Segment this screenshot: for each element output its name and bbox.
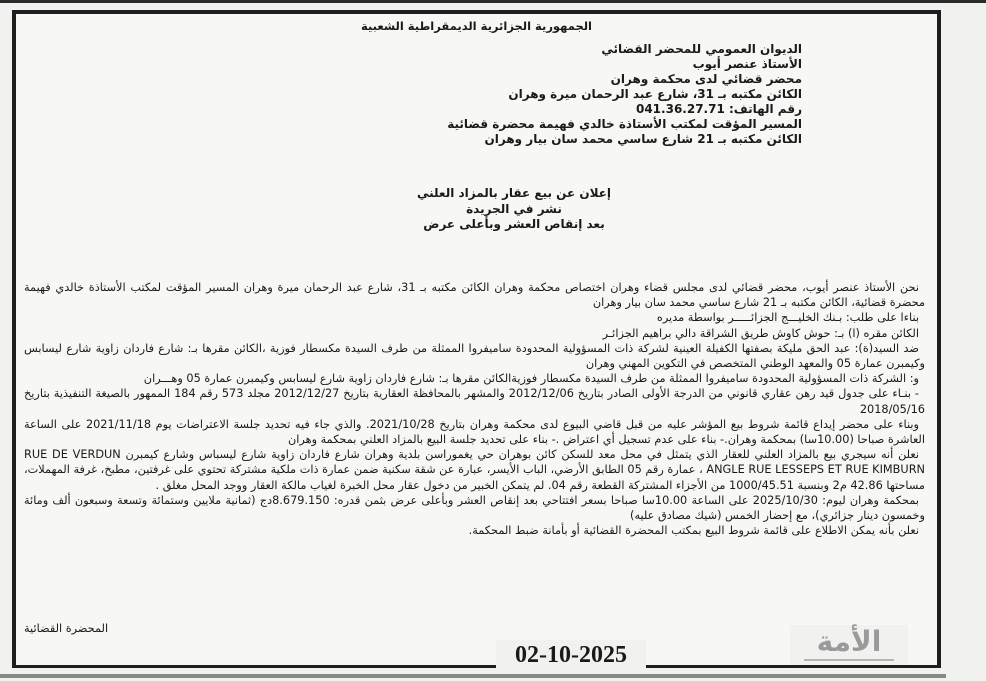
office-line: المسير المؤقت لمكتب الأستاذة خالدي فهيمة محضرة قضائية [447,117,802,131]
body-paragraph: ضد السيد(ة): عبد الحق مليكة بصفتها الكفيلة العينية لشركة ذات المسؤولية المحدودة ساميفروا الممثلة من طرف السيدة مكسطار فوزية ،الكائن مقرها بـ: شارع فاردان زاوية شارع ليسابس وكيمبرن عمارة 05 والمعهد الوطني المتخصص في التكوين المهني وهران [24,341,925,371]
logo-tagline-rule [804,659,894,661]
office-line: الأستاذ عنصر أيوب [692,57,802,71]
body-paragraph: الكائن مقره (ا) بـ: حوش كاوش طريق الشراقة دالي براهيم الجزائـر [602,326,919,340]
body-paragraph: نعلن أنه سيجري بيع بالمزاد العلني للعقار الذي يتمثل في محل معد للسكن كائن بوهران حي يغموراسن بلدية وهران شارع فاردان زاوية شارع ليسباس وشارع كيمبرن RUE DE VERDUN ANGLE RUE LESSEPS ET RUE KIMBURN ، عمارة رقم 05 الطابق الأرضي، الباب الأيسر، عبارة عن شقة سكنية ضمن عمارة ذات ملكية مشتركة تحتوي على غرفتين، مطبخ، غرفة المهملات، مساحتها 42.86 م2 وبنسبة 1000/45.51 من الأجزاء المشتركة القطعة رقم 04. لم يتمكن الخبير من دخول عقار محل الخبرة لغياب مالكة العقار ووجد المحل مغلق . [24,448,925,492]
signature: المحضرة القضائية [24,622,109,635]
office-line: محضر قضائي لدى محكمة وهران [610,72,802,86]
office-line: الكائن مكتبه بـ 21 شارع ساسي محمد سان بيار وهران [484,132,802,146]
notice-frame [12,10,941,668]
body-paragraph: بناءا على طلب: بـنك الخليـــج الجزائـــــر بواسطة مديره [656,311,919,325]
bailiff-office-block [447,42,802,147]
body-paragraph: نعلن بأنه يمكن الاطلاع على قائمة شروط البيع بمكتب المحضرة القضائية أو بأمانة ضبط المحكمة. [468,524,919,538]
notice-title-block [16,186,937,233]
newspaper-logo [790,625,908,665]
republic-heading: الجمهورية الجزائرية الديمقراطية الشعبية [360,19,592,33]
top-rule [0,0,986,3]
body-paragraph: نحن الأستاذ عنصر أيوب، محضر قضائي لدى مجلس قضاء وهران اختصاص محكمة وهران الكائن مكتبه بـ 31، شارع عبد الرحمان ميرة وهران المسير المؤقت لمكتب الأستاذة خالدي فهيمة محضرة قضائية، الكائن مكتبه بـ 21 شارع ساسي محمد سان بيار وهران [24,281,925,310]
bottom-rule [0,674,946,678]
notice-title: إعلان عن بيع عقار بالمزاد العلني [416,186,612,200]
notice-subtitle: نشر في الجريدة [466,201,562,216]
logo-wordmark: الأمة [816,625,882,658]
office-line: الكائن مكتبه بـ 31، شارع عبد الرحمان ميرة وهران [508,87,802,101]
body-paragraph: وبناء على محضر إيداع قائمة شروط بيع المؤشر عليه من قبل قاضي البيوع لدى محكمة وهران بتاريخ 2021/10/28. والذي جاء فيه تحديد جلسة الاعتراضات يوم 2021/11/18 على الساعة العاشرة صباحا (10.00سا) بمحكمة وهران.- بناء على عدم تسجيل أي اعتراض .- بناء على تحديد جلسة البيع بالمزاد العلني بمحكمة وهران [24,417,925,447]
notice-subtitle: بعد إنقاص العشر وبأعلى عرض [423,217,605,231]
body-paragraph: - بنـاء على جدول قيد رهن عقاري قانوني من الدرجة الأولى الصادر بتاريخ 2012/12/06 والمشهر بالمحافظة العقارية بتاريخ 2012/12/27 مجلد 573 رقم 184 الممهور بالصيغة التنفيذية بتاريخ 2018/05/16 [24,387,925,416]
body-paragraph: و: الشركة ذات المسؤولية المحدودة ساميفروا الممثلة من طرف السيدة مكسطار فوزيةالكائن مقرها بـ: شارع فاردان زاوية شارع ليسابس وكيمبرن عمارة 05 وهـــران [143,372,919,386]
notice-body [24,280,925,538]
office-line: الديوان العمومي للمحضر القضائي [601,42,802,56]
office-phone: رقم الهاتف: 041.36.27.71 [635,102,802,116]
publication-date: 02-10-2025 [496,640,646,670]
body-paragraph: بمحكمة وهران ليوم: 2025/10/30 على الساعة 10.00سا صباحا بسعر افتتاحي بعد إنقاص العشر وبأعلى عرض بثمن قدره: 8.679.150دج (ثمانية ملايين وستمائة وتسعة وسبعون ألف ومائة وخمسون دينار جزائري)، مع إحضار الخمس (شيك مصادق عليه) [24,493,925,523]
